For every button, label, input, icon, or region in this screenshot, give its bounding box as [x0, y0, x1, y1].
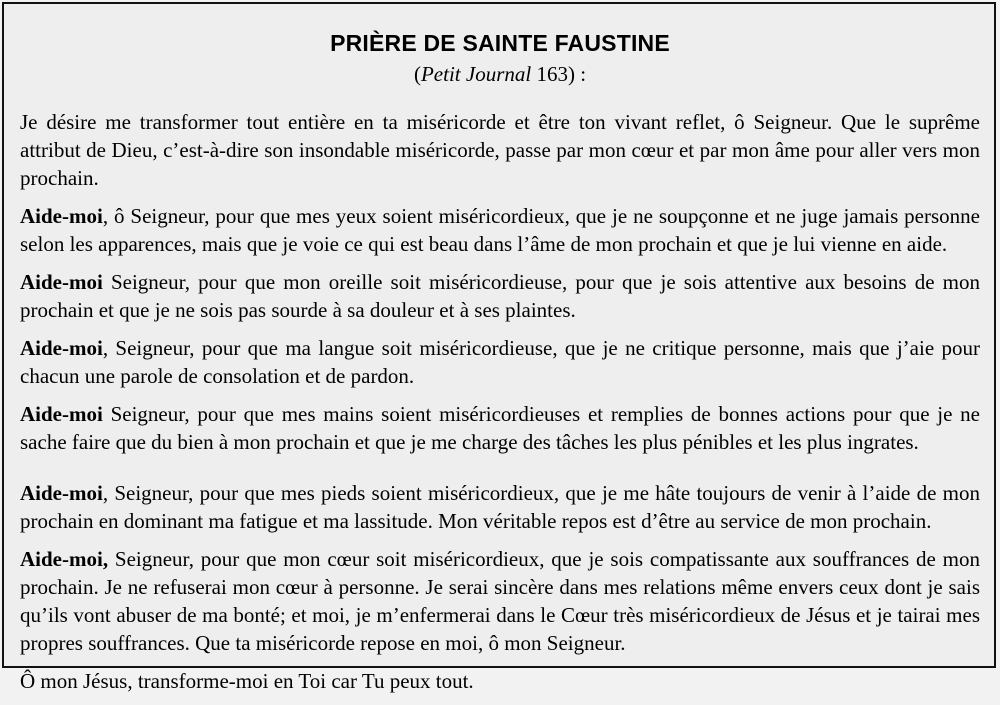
paragraph-text: Seigneur, pour que mon cœur soit miséricordieux, que je sois compatissante aux souffrances de mon prochain. Je ne refuserai mon cœur à personne. Je serai sincère dans mes relations même envers ceux dont je sais qu’ils vont abuser de ma bonté; et moi, je m’enfermerai dans le Cœur très miséricordieux de Jésus et je tairai mes propres souffrances. Que ta miséricorde repose en moi, ô mon Seigneur.: [20, 547, 980, 655]
paragraph-hands: [20, 400, 980, 456]
paragraph-lead: Aide-moi: [20, 402, 103, 426]
document-title: PRIÈRE DE SAINTE FAUSTINE: [330, 30, 670, 56]
paragraph-closing: [20, 667, 980, 695]
paragraph-tongue: [20, 334, 980, 390]
paragraph-feet: [20, 479, 980, 535]
paragraph-eyes: [20, 202, 980, 258]
subtitle-source: Petit Journal: [420, 62, 532, 86]
paragraph-heart: [20, 545, 980, 657]
paragraph-text: , Seigneur, pour que mes pieds soient miséricordieux, que je me hâte toujours de venir à l’aide de mon prochain en dominant ma fatigue et ma lassitude. Mon véritable repos est d’être au service de mon prochain.: [20, 481, 980, 533]
subtitle-open: (: [413, 62, 421, 86]
prayer-body: [20, 108, 980, 695]
paragraph-ears: [20, 268, 980, 324]
paragraph-text: , Seigneur, pour que ma langue soit miséricordieuse, que je ne critique personne, mais que j’aie pour chacun une parole de consolation et de pardon.: [20, 336, 980, 388]
paragraph-intro: [20, 108, 980, 192]
prayer-content: [20, 30, 980, 705]
paragraph-lead: Aide-moi: [20, 204, 103, 228]
prayer-frame: [2, 2, 996, 693]
paragraph-text: Ô mon Jésus, transforme-moi en Toi car Tu peux tout.: [20, 669, 474, 693]
subtitle-reference: 163) :: [531, 62, 587, 86]
paragraph-text: Je désire me transformer tout entière en ta miséricorde et être ton vivant reflet, ô Seigneur. Que le suprême attribut de Dieu, c’est-à-dire son insondable miséricorde, passe par mon cœur et par mon âme pour aller vers mon prochain.: [20, 110, 980, 190]
document-subtitle: [20, 62, 980, 87]
paragraph-lead: Aide-moi: [20, 481, 103, 505]
paragraph-lead: Aide-moi: [20, 270, 103, 294]
paragraph-lead: Aide-moi: [20, 336, 103, 360]
paragraph-text: , ô Seigneur, pour que mes yeux soient miséricordieux, que je ne soupçonne et ne juge jamais personne selon les apparences, mais que je voie ce qui est beau dans l’âme de mon prochain et que je lui vienne en aide.: [20, 204, 980, 256]
paragraph-text: Seigneur, pour que mes mains soient miséricordieuses et remplies de bonnes actions pour que je ne sache faire que du bien à mon prochain et que je me charge des tâches les plus pénibles et les plus ingrates.: [20, 402, 980, 454]
paragraph-lead: Aide-moi,: [20, 547, 109, 571]
paragraph-text: Seigneur, pour que mon oreille soit miséricordieuse, pour que je sois attentive aux besoins de mon prochain et que je ne sois pas sourde à sa douleur et à ses plaintes.: [20, 270, 980, 322]
